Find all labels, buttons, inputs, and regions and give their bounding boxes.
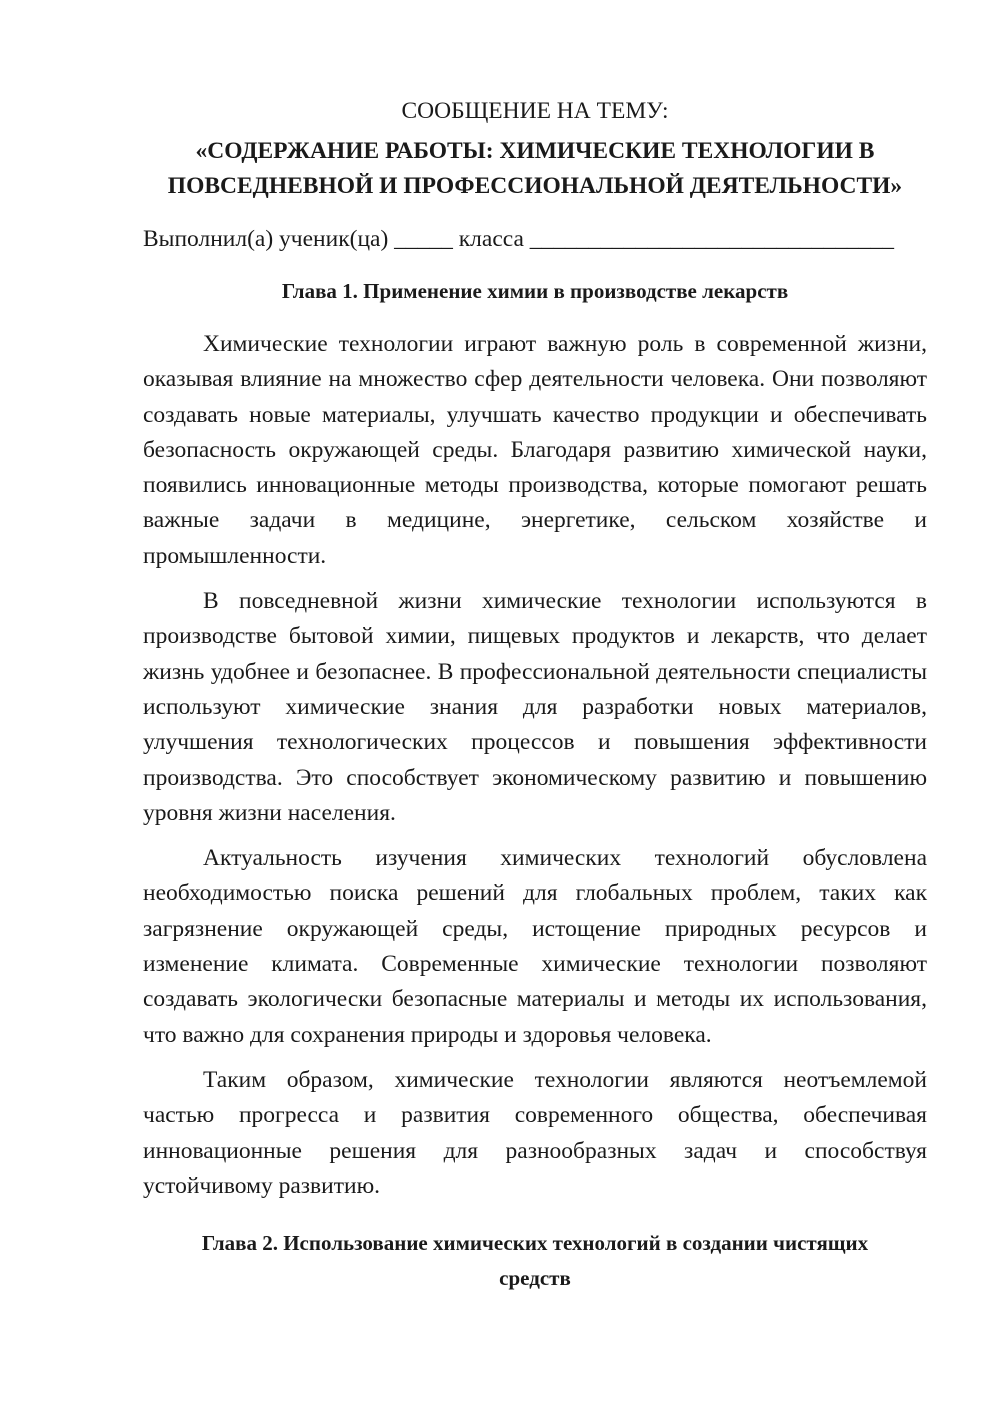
document-title [143, 134, 927, 204]
chapter-2-heading-line-1: Глава 2. Использование химических технологий в создании чистящих [201, 1231, 869, 1256]
chapter-1-heading: Глава 1. Применение химии в производстве лекарств [281, 279, 789, 303]
paragraph-3: Актуальность изучения химических технологий обусловлена необходимостью поиска решений для глобальных проблем, таких как загрязнение окружающей среды, истощение природных ресурсов и изменение климата. Современные химические технологии позволяют создавать экологически безопасные материалы и методы их использования, что важно для сохранения природы и здоровья человека. [143, 845, 927, 1048]
chapter-2-heading [143, 1226, 927, 1296]
paragraph-2: В повседневной жизни химические технологии используются в производстве бытовой химии, пищевых продуктов и лекарств, что делает жизнь удобнее и безопаснее. В профессиональной деятельности специалисты используют химические знания для разработки новых материалов, улучшения технологических процессов и повышения эффективности производства. Это способствует экономическому развитию и повышению уровня жизни населения. [143, 588, 927, 826]
chapter-2-heading-line-2: средств [499, 1266, 571, 1291]
document-header: СООБЩЕНИЕ НА ТЕМУ: [401, 98, 669, 124]
paragraph-1: Химические технологии играют важную роль в современной жизни, оказывая влияние на множество сфер деятельности человека. Они позволяют создавать новые материалы, улучшать качество продукции и обеспечивать безопасность окружающей среды. Благодаря развитию химической науки, появились инновационные методы производства, которые помогают решать важные задачи в медицине, энергетике, сельском хозяйстве и промышленности. [143, 331, 927, 569]
author-line: Выполнил(а) ученик(ца) _____ класса _______________________________ [143, 226, 895, 252]
document-title-line-1: «СОДЕРЖАНИЕ РАБОТЫ: ХИМИЧЕСКИЕ ТЕХНОЛОГИИ В [195, 138, 875, 164]
paragraph-4: Таким образом, химические технологии являются неотъемлемой частью прогресса и развития современного общества, обеспечивая инновационные решения для разнообразных задач и способствуя устойчивому развитию. [143, 1066, 927, 1199]
document-title-line-2: ПОВСЕДНЕВНОЙ И ПРОФЕССИОНАЛЬНОЙ ДЕЯТЕЛЬНОСТИ» [167, 173, 903, 199]
